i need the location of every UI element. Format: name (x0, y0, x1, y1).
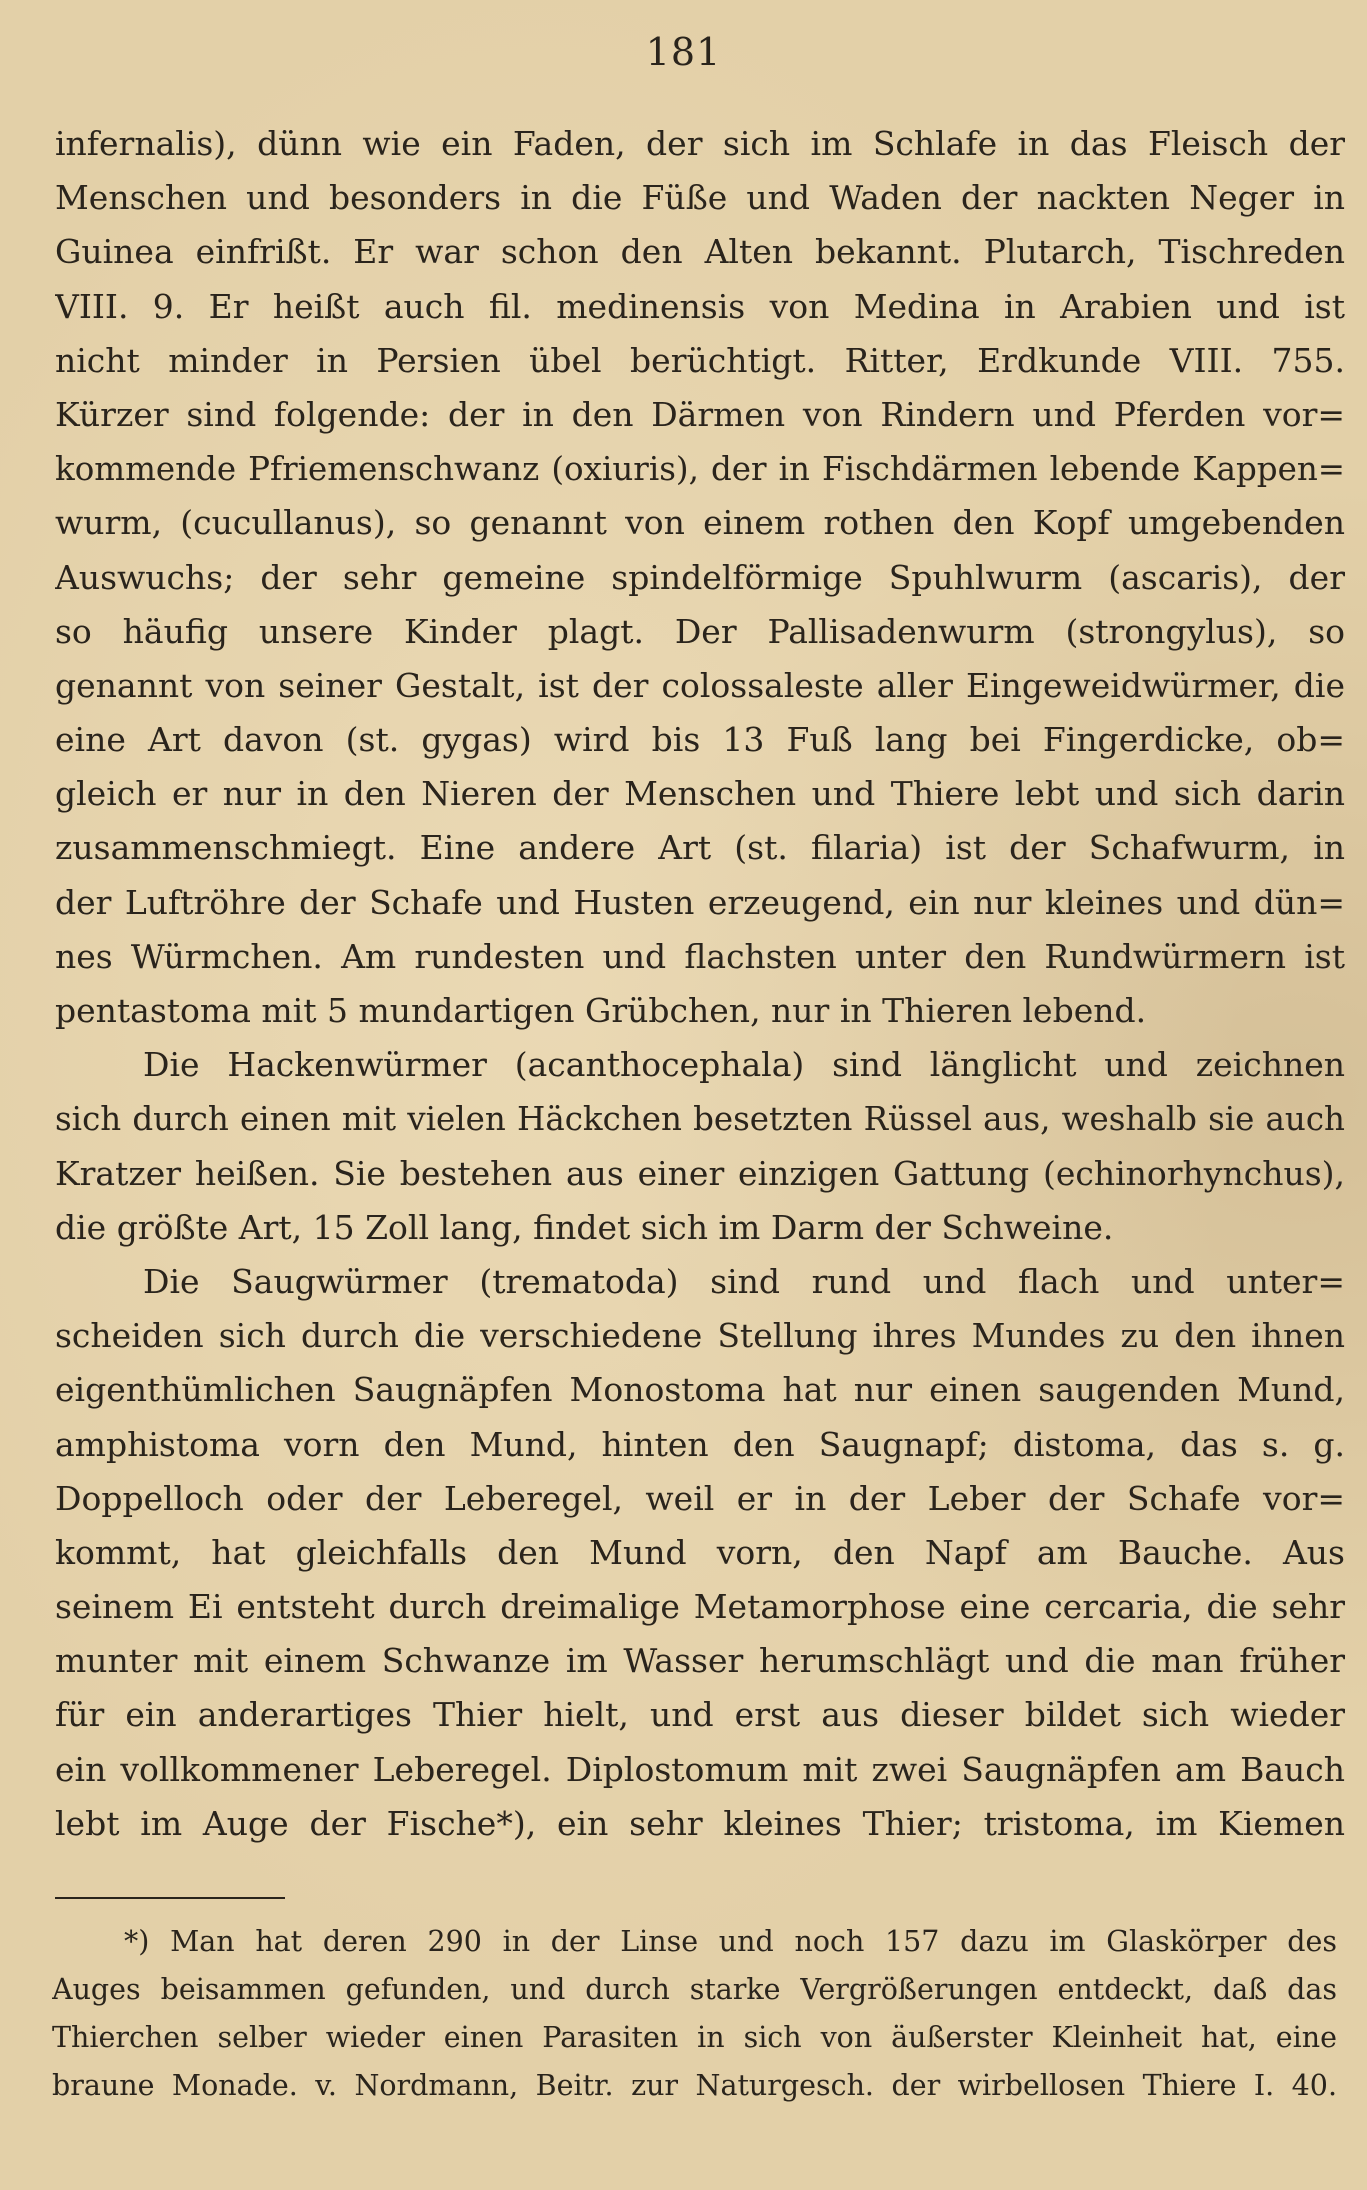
footnote-divider (55, 1897, 285, 1899)
text-line: gleich er nur in den Nieren der Menschen und Thiere lebt und sich darin (55, 774, 1345, 814)
text-line: munter mit einem Schwanze im Wasser herumschlägt und die man früher (55, 1641, 1345, 1681)
text-line: eigenthümlichen Saugnäpfen Monostoma hat nur einen saugenden Mund, (55, 1370, 1345, 1410)
text-line: Die Saugwürmer (trematoda) sind rund und flach und unter= (143, 1261, 1345, 1301)
text-line: scheiden sich durch die verschiedene Stellung ihres Mundes zu den ihnen (55, 1316, 1345, 1356)
footnote-line: Auges beisammen gefunden, und durch starke Vergrößerungen entdeckt, daß das (52, 1973, 1337, 2006)
text-line: Kratzer heißen. Sie bestehen aus einer einzigen Gattung (echinorhynchus), (55, 1153, 1345, 1193)
text-line: Doppelloch oder der Leberegel, weil er in der Leber der Schafe vor= (55, 1478, 1345, 1518)
text-line: amphistoma vorn den Mund, hinten den Saugnapf; distoma, das s. g. (55, 1424, 1345, 1464)
text-line: VIII. 9. Er heißt auch fil. medinensis von Medina in Arabien und ist (55, 286, 1345, 326)
text-line: kommt, hat gleichfalls den Mund vorn, den Napf am Bauche. Aus (55, 1532, 1345, 1572)
text-line: kommende Pfriemenschwanz (oxiuris), der in Fischdärmen lebende Kappen= (55, 450, 1345, 489)
footnote-line: braune Monade. v. Nordmann, Beitr. zur Naturgesch. der wirbellosen Thiere I. 40. (52, 2069, 1337, 2102)
text-line: Auswuchs; der sehr gemeine spindelförmige Spuhlwurm (ascaris), der (55, 557, 1345, 597)
footnote-line: Thierchen selber wieder einen Parasiten in sich von äußerster Kleinheit hat, eine (52, 2021, 1337, 2054)
text-line: seinem Ei entsteht durch dreimalige Metamorphose eine cercaria, die sehr (55, 1587, 1345, 1627)
page-number: 181 (645, 30, 722, 74)
text-line: zusammenschmiegt. Eine andere Art (st. filaria) ist der Schafwurm, in (55, 828, 1345, 868)
text-line: so häufig unsere Kinder plagt. Der Pallisadenwurm (strongylus), so (55, 611, 1345, 651)
text-line: lebt im Auge der Fische*), ein sehr kleines Thier; tristoma, im Kiemen (55, 1803, 1345, 1843)
text-line: wurm, (cucullanus), so genannt von einem rothen den Kopf umgebenden (55, 503, 1345, 543)
text-line: ein vollkommener Leberegel. Diplostomum mit zwei Saugnäpfen am Bauch (55, 1749, 1345, 1789)
text-line: nes Würmchen. Am rundesten und flachsten unter den Rundwürmern ist (55, 936, 1345, 976)
text-line: genannt von seiner Gestalt, ist der colossaleste aller Eingeweidwürmer, die (55, 665, 1345, 705)
text-line: Kürzer sind folgende: der in den Därmen von Rindern und Pferden vor= (55, 394, 1345, 434)
text-line: der Luftröhre der Schafe und Husten erzeugend, ein nur kleines und dün= (55, 882, 1345, 922)
text-line: für ein anderartiges Thier hielt, und erst aus dieser bildet sich wieder (55, 1695, 1345, 1735)
text-line: eine Art davon (st. gygas) wird bis 13 Fuß lang bei Fingerdicke, ob= (55, 720, 1345, 760)
text-line: die größte Art, 15 Zoll lang, findet sich im Darm der Schweine. (55, 1207, 1114, 1247)
text-line: pentastoma mit 5 mundartigen Grübchen, nur in Thieren lebend. (55, 991, 1147, 1030)
text-line: sich durch einen mit vielen Häckchen besetzten Rüssel aus, weshalb sie auch (55, 1100, 1345, 1139)
text-line: Menschen und besonders in die Füße und Waden der nackten Neger in (55, 178, 1345, 218)
text-line: infernalis), dünn wie ein Faden, der sich im Schlafe in das Fleisch der (55, 124, 1345, 163)
footnote-line: *) Man hat deren 290 in der Linse und noch 157 dazu im Glaskörper des (124, 1925, 1337, 1958)
body-text (55, 117, 1345, 1851)
text-line: Die Hackenwürmer (acanthocephala) sind länglicht und zeichnen (143, 1045, 1345, 1085)
text-line: nicht minder in Persien übel berüchtigt. Ritter, Erdkunde VIII. 755. (55, 340, 1345, 380)
text-line: Guinea einfrißt. Er war schon den Alten bekannt. Plutarch, Tischreden (55, 232, 1345, 272)
footnote (52, 1918, 1337, 2110)
